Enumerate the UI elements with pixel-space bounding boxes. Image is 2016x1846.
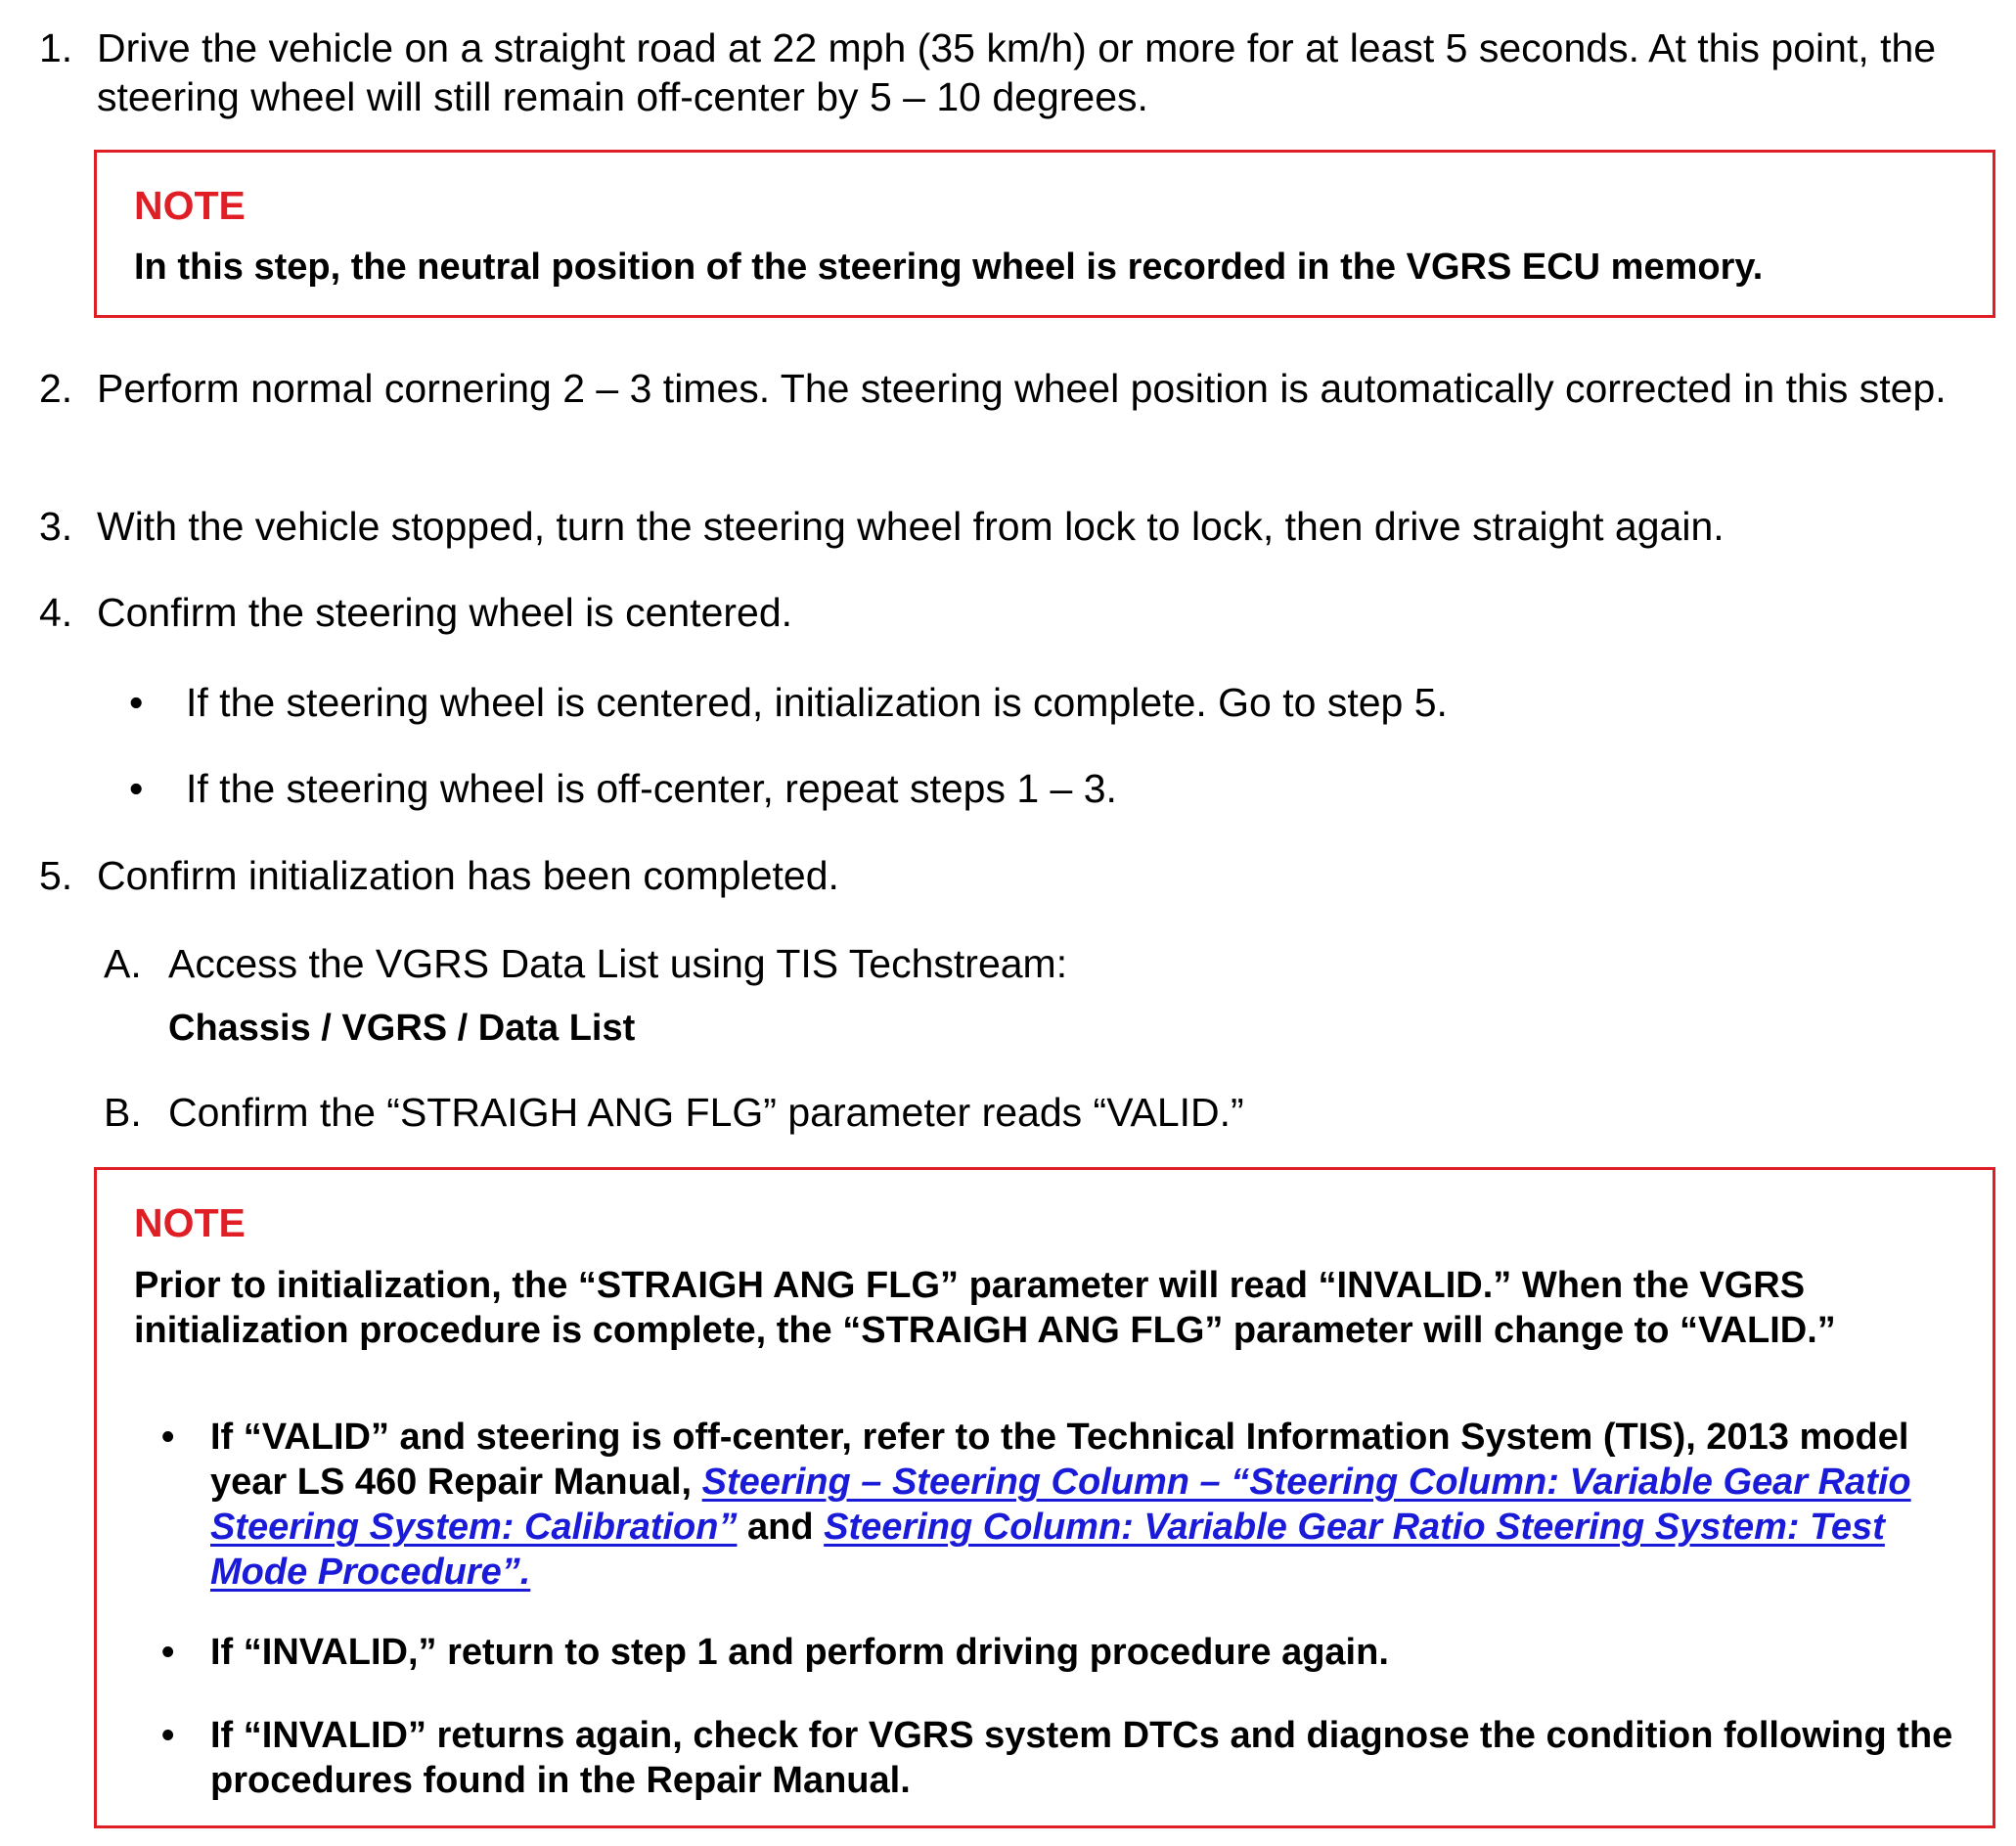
step-4-bullet-2: [129, 764, 1968, 813]
note-text: In this step, the neutral position of the steering wheel is recorded in the VGRS ECU memory.: [134, 247, 1764, 288]
step-text: Drive the vehicle on a straight road at 22 mph (35 km/h) or more for at least 5 seconds. At this point, the steering wheel will still remain off-center by 5 – 10 degrees.: [97, 25, 1937, 119]
link-steering-column-calibration[interactable]: Steering – Steering Column – “Steering Column: Variable Gear Ratio Steering System: Calibration”: [210, 1462, 1911, 1548]
bullet-text: If the steering wheel is off-center, repeat steps 1 – 3.: [186, 766, 1117, 811]
step-text: Confirm initialization has been completed.: [97, 853, 839, 898]
bullet-dot: •: [161, 1417, 175, 1458]
bullet-dot: •: [129, 766, 144, 811]
note-box-1: [94, 150, 1995, 318]
step-2: [39, 364, 1976, 413]
step-4: [39, 588, 1976, 637]
step-number: 4.: [39, 590, 73, 635]
step-3: [39, 502, 1976, 551]
note-bullet-2: [161, 1630, 1961, 1675]
substep-letter: A.: [104, 941, 142, 986]
techstream-path: Chassis / VGRS / Data List: [168, 1008, 636, 1049]
step-5: [39, 851, 1976, 900]
step-number: 3.: [39, 504, 73, 549]
step-4-bullet-1: [129, 678, 1968, 727]
step-number: 2.: [39, 366, 73, 411]
substep-letter: B.: [104, 1090, 142, 1135]
note-box-2: [94, 1167, 1995, 1828]
bullet-dot: •: [129, 680, 144, 725]
bullet-dot: •: [161, 1632, 175, 1673]
substep-text: Access the VGRS Data List using TIS Techstream:: [168, 941, 1068, 986]
step-number: 5.: [39, 853, 73, 898]
step-text: Confirm the steering wheel is centered.: [97, 590, 793, 635]
substep-b: [104, 1088, 1962, 1137]
note-label: NOTE: [134, 1200, 246, 1245]
step-number: 1.: [39, 25, 73, 70]
step-1: [39, 23, 1976, 121]
note-bullet-text: If “INVALID” returns again, check for VGRS system DTCs and diagnose the condition following the procedures found in the Repair Manual.: [210, 1715, 1953, 1801]
link-test-mode-procedure[interactable]: Steering Column: Variable Gear Ratio Steering System: Test Mode Procedure”.: [210, 1507, 1885, 1593]
substep-a: [104, 939, 1962, 988]
substep-text: Confirm the “STRAIGH ANG FLG” parameter reads “VALID.”: [168, 1090, 1244, 1135]
note-intro: Prior to initialization, the “STRAIGH ANG FLG” parameter will read “INVALID.” When the VGRS initialization procedure is complete, the “STRAIGH ANG FLG” parameter will change to “VALID.”: [134, 1265, 1836, 1351]
bullet-dot: •: [161, 1715, 175, 1756]
note-bullet-middle: and: [737, 1507, 825, 1548]
note-bullet-text: If “INVALID,” return to step 1 and perform driving procedure again.: [210, 1632, 1389, 1673]
note-bullet-1: [161, 1415, 1961, 1595]
note-bullet-prefix: If “VALID” and steering is off-center, refer to the Technical Information System (TIS), 2013 model year LS 460 Repair Manual,: [210, 1417, 1909, 1503]
step-text: Perform normal cornering 2 – 3 times. The steering wheel position is automatically corrected in this step.: [97, 366, 1947, 411]
step-text: With the vehicle stopped, turn the steering wheel from lock to lock, then drive straight again.: [97, 504, 1725, 549]
note-bullet-text: [210, 1415, 1961, 1595]
note-bullet-3: [161, 1713, 1961, 1803]
bullet-text: If the steering wheel is centered, initialization is complete. Go to step 5.: [186, 680, 1448, 725]
note-label: NOTE: [134, 183, 246, 228]
